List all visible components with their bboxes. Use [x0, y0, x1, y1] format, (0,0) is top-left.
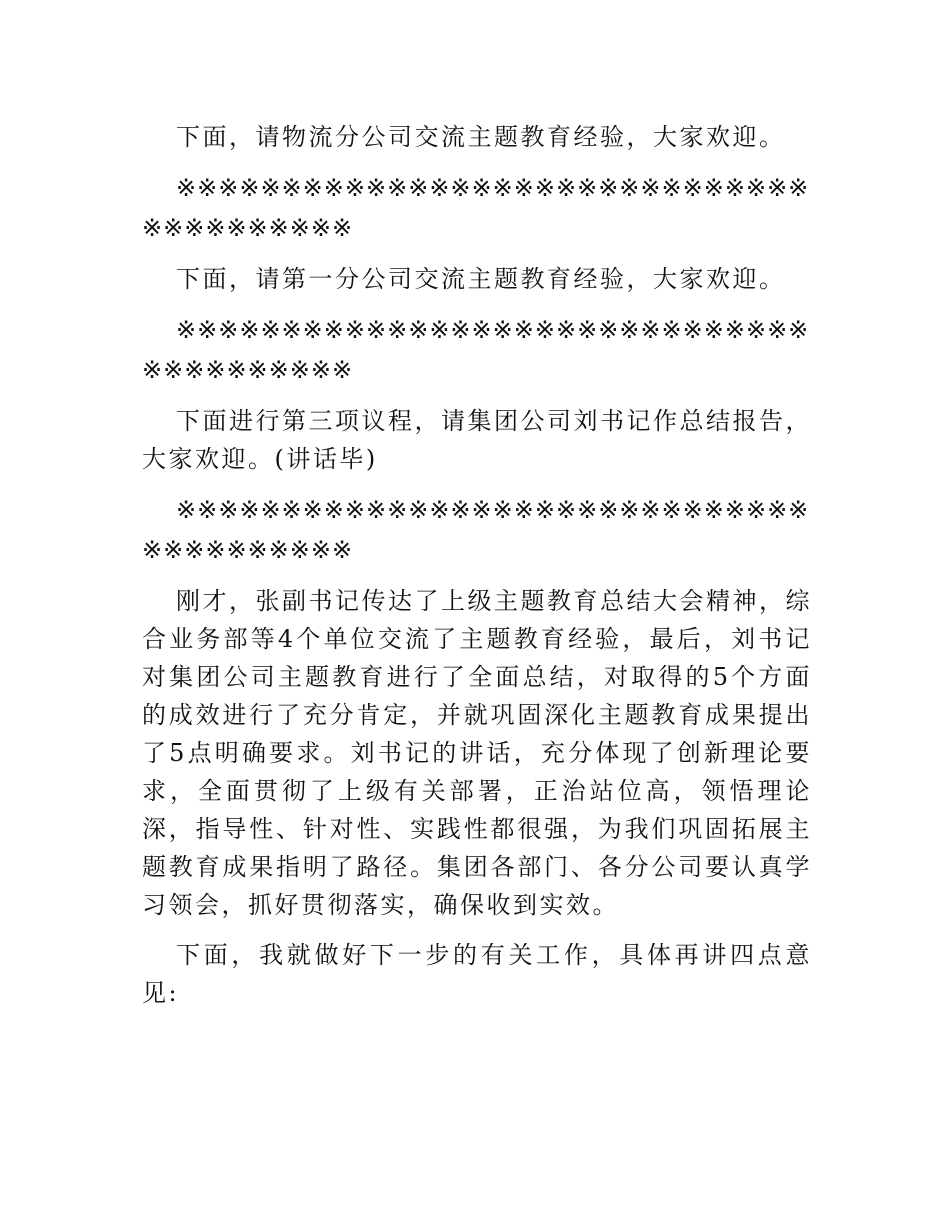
- paragraph-summary: 刚才，张副书记传达了上级主题教育总结大会精神，综合业务部等4个单位交流了主题教育经验，最后，刘书记对集团公司主题教育进行了全面总结，对取得的5个方面的成效进行了充分肯定，并就巩固深化主题教育成果提出了5点明确要求。刘书记的讲话，充分体现了创新理论要求，全面贯彻了上级有关部署，正治站位高，领悟理论深，指导性、针对性、实践性都很强，为我们巩固拓展主题教育成果指明了路径。集团各部门、各分公司要认真学习领会，抓好贯彻落实，确保收到实效。: [142, 587, 812, 919]
- paragraph-four-points: 下面，我就做好下一步的有关工作，具体再讲四点意见:: [142, 941, 812, 1007]
- paragraph-gap: [142, 570, 812, 582]
- asterisk-divider: ※※※※※※※※※※※※※※※※※※※※※※※※※※※※※※※※※※※※※※※※: [142, 316, 810, 384]
- paragraph-gap: [142, 390, 812, 402]
- paragraph-gap: [142, 298, 812, 310]
- paragraph-gap: [142, 924, 812, 936]
- asterisk-divider: ※※※※※※※※※※※※※※※※※※※※※※※※※※※※※※※※※※※※※※※※: [142, 174, 810, 242]
- document-body: [142, 118, 812, 1012]
- paragraph-first-branch-intro: 下面，请第一分公司交流主题教育经验，大家欢迎。: [176, 265, 786, 293]
- paragraph-gap: [142, 248, 812, 260]
- paragraph-agenda-three: 下面进行第三项议程，请集团公司刘书记作总结报告，大家欢迎。(讲话毕): [142, 407, 812, 473]
- asterisk-divider: ※※※※※※※※※※※※※※※※※※※※※※※※※※※※※※※※※※※※※※※※: [142, 496, 810, 564]
- paragraph-gap: [142, 156, 812, 168]
- paragraph-logistics-intro: 下面，请物流分公司交流主题教育经验，大家欢迎。: [176, 123, 786, 151]
- paragraph-gap: [142, 478, 812, 490]
